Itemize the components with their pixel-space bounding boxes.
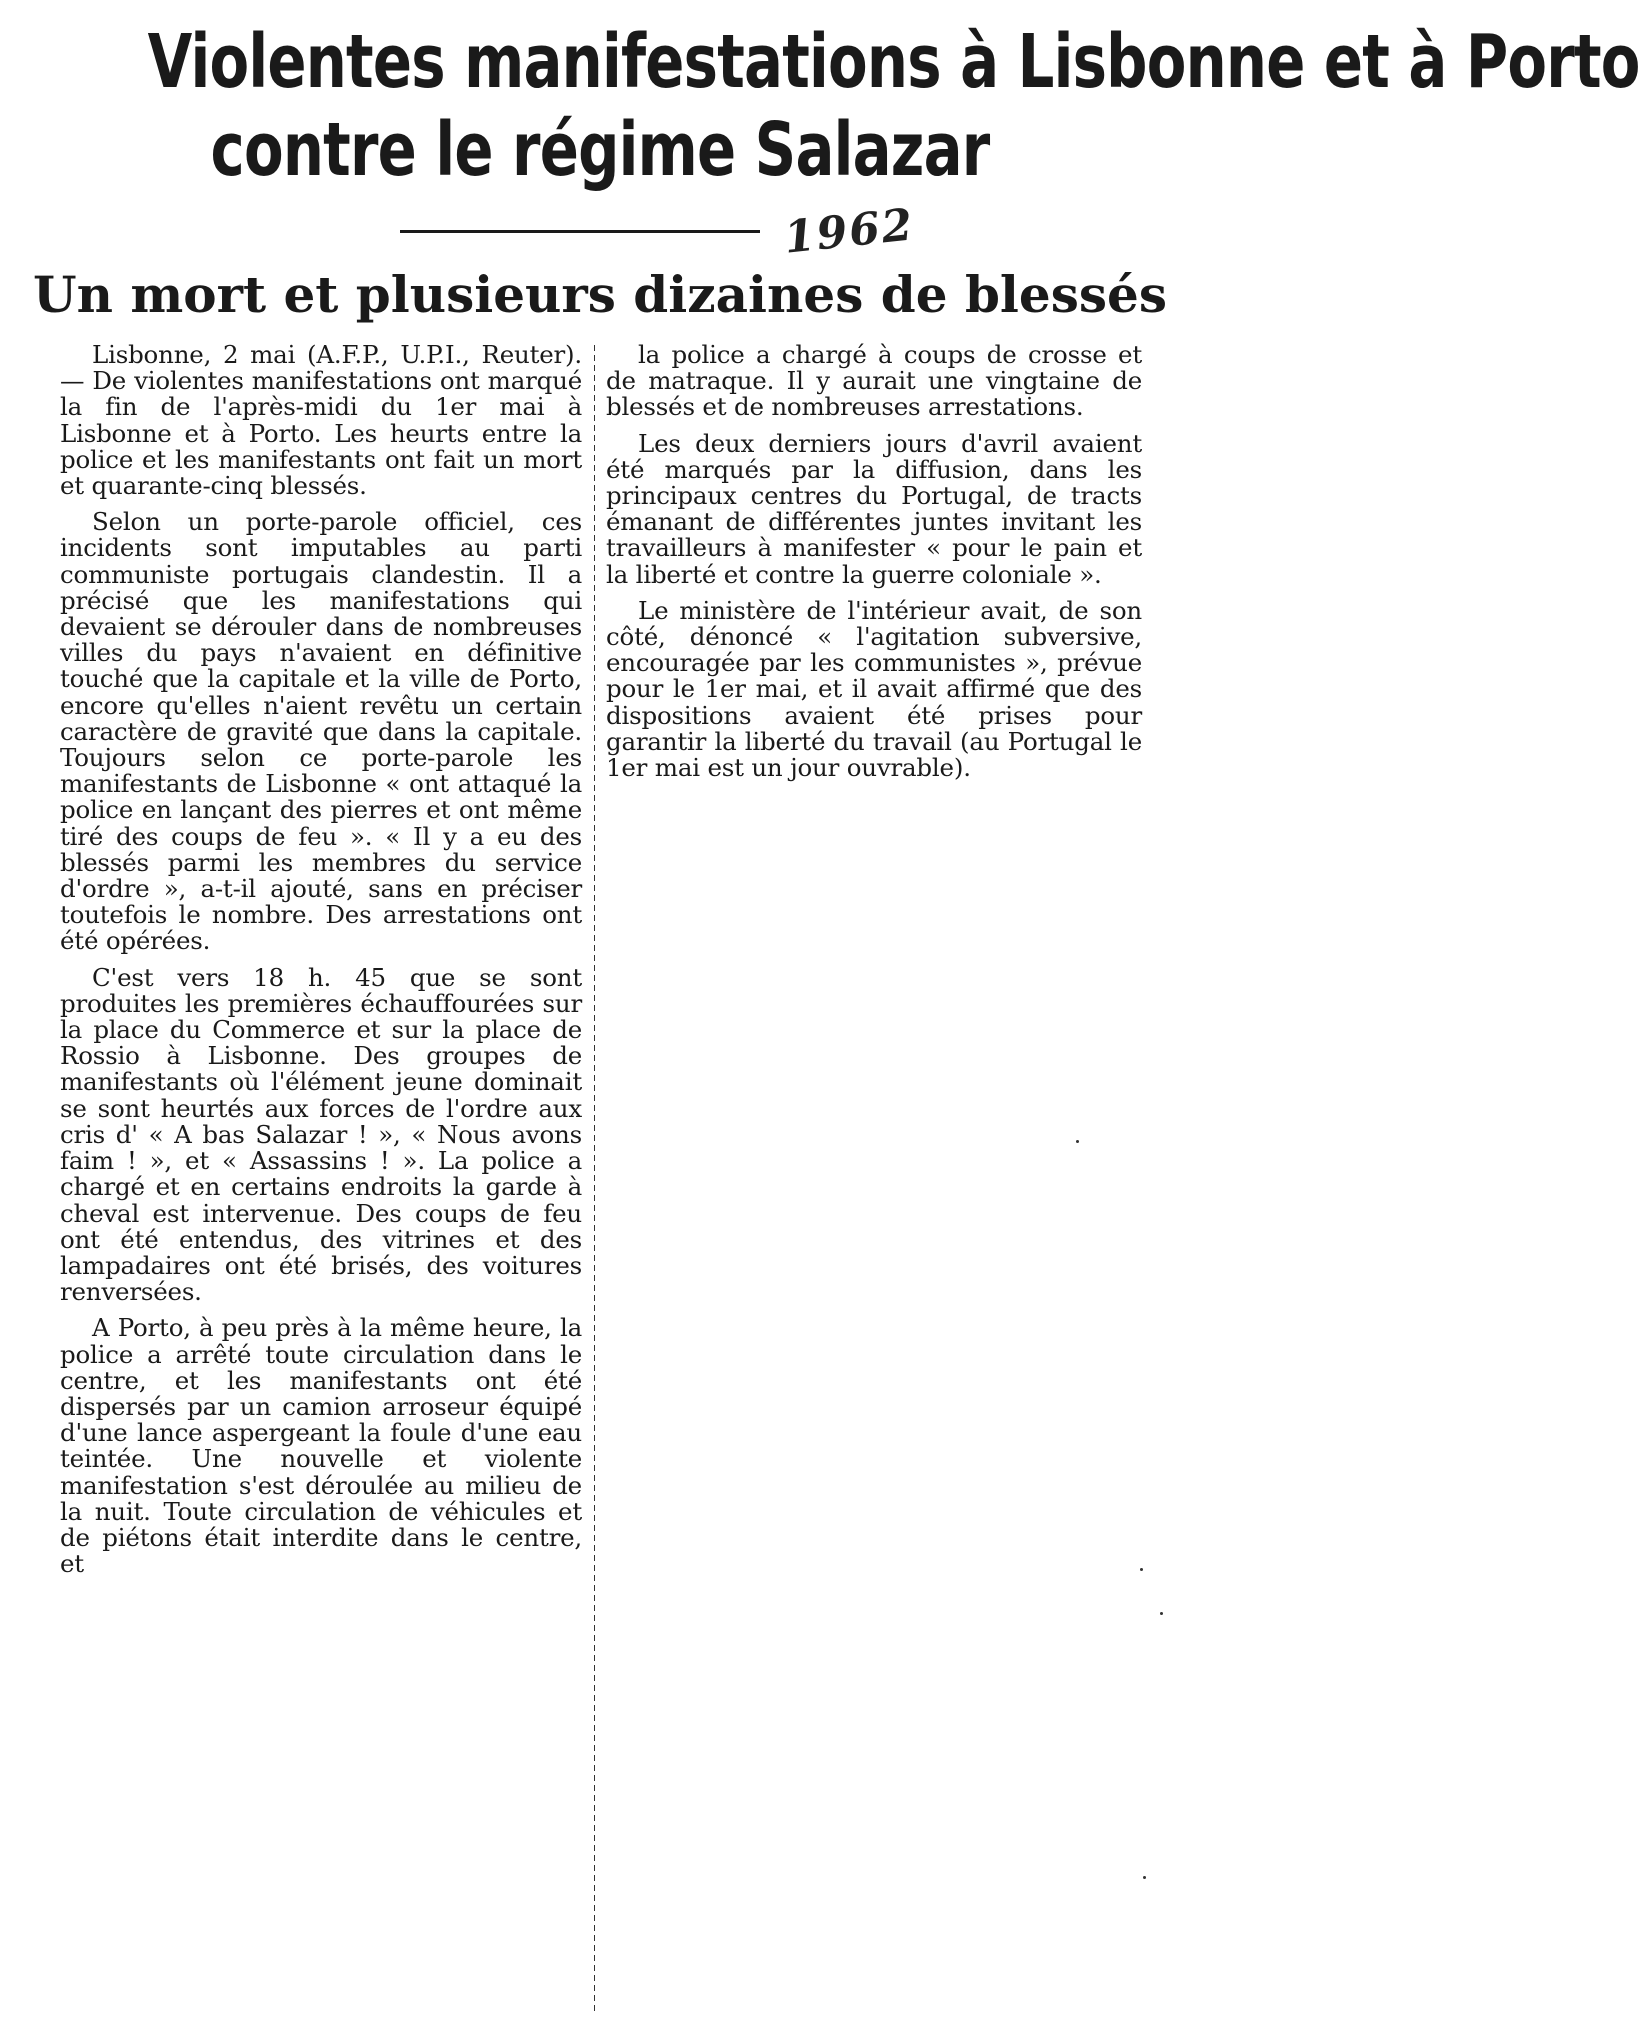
- headline-separator: [400, 199, 960, 264]
- handwritten-year: 1962: [781, 199, 917, 264]
- article-paragraph: A Porto, à peu près à la même heure, la police a arrêté toute circulation dans le centre, et les manifestants ont été dispersés par un camion arroseur équipé d'une lance aspergeant la foule d'une eau teintée. Une nouvelle et violente manifestation s'est déroulée au milieu de la nuit. Toute circulation de véhicules et de piétons était interdite dans le centre, et: [60, 1313, 582, 1579]
- subheadline: Un mort et plusieurs dizaines de blessés: [33, 265, 1167, 324]
- article-column-right: [606, 342, 1142, 791]
- article-paragraph: Le ministère de l'intérieur avait, de son côté, dénoncé « l'agitation subversive, encouragée par les communistes », prévue pour le 1er mai, et il avait affirmé que des dispositions avaient été prises pour garantir la liberté du travail (au Portugal le 1er mai est un jour ouvrable).: [606, 595, 1142, 783]
- article-paragraph: Selon un porte-parole officiel, ces incidents sont imputables au parti communiste portugais clandestin. Il a précisé que les manifestations qui devaient se dérouler dans de nombreuses villes du pays n'avaient en définitive touché que la capitale et la ville de Porto, encore qu'elles n'aient revêtu un certain caractère de gravité que dans la capitale. Toujours selon ce porte-parole les manifestants de Lisbonne « ont attaqué la police en lançant des pierres et ont même tiré des coups de feu ». « Il y a eu des blessés parmi les membres du service d'ordre », a-t-il ajouté, sans en préciser toutefois le nombre. Des arrestations ont été opérées.: [60, 507, 582, 956]
- article-column-left: [60, 342, 582, 1587]
- article-paragraph: Lisbonne, 2 mai (A.F.P., U.P.I., Reuter). — De violentes manifestations ont marqué la fin de l'après-midi du 1er mai à Lisbonne et à Porto. Les heurts entre la police et les manifestants ont fait un mort et quarante-cinq blessés.: [60, 340, 582, 501]
- headline-line-2: contre le régime Salazar: [210, 107, 990, 193]
- print-speck: [1160, 1612, 1163, 1615]
- article-paragraph: C'est vers 18 h. 45 que se sont produites les premières échauffourées sur la place du Commerce et sur la place de Rossio à Lisbonne. Des groupes de manifestants où l'élément jeune dominait se sont heurtés aux forces de l'ordre aux cris d' « A bas Salazar ! », « Nous avons faim ! », et « Assassins ! ». La police a chargé et en certains endroits la garde à cheval est intervenue. Des coups de feu ont été entendus, des vitrines et des lampadaires ont été brisés, des voitures renversées.: [60, 962, 582, 1307]
- separator-rule: [400, 230, 760, 233]
- headline-line-1: Violentes manifestations à Lisbonne et à Porto: [147, 19, 1640, 105]
- column-divider: [594, 345, 595, 2013]
- print-speck: [1140, 1568, 1143, 1571]
- article-paragraph: Les deux derniers jours d'avril avaient été marqués par la diffusion, dans les principaux centres du Portugal, de tracts émanant de différentes juntes invitant les travailleurs à manifester « pour le pain et la liberté et contre la guerre coloniale ».: [606, 428, 1142, 589]
- print-speck: [1143, 1876, 1146, 1879]
- headline: [147, 18, 1640, 194]
- print-speck: [1076, 1140, 1079, 1143]
- article-paragraph: la police a chargé à coups de crosse et de matraque. Il y aurait une vingtaine de blessés et de nombreuses arrestations.: [606, 340, 1142, 422]
